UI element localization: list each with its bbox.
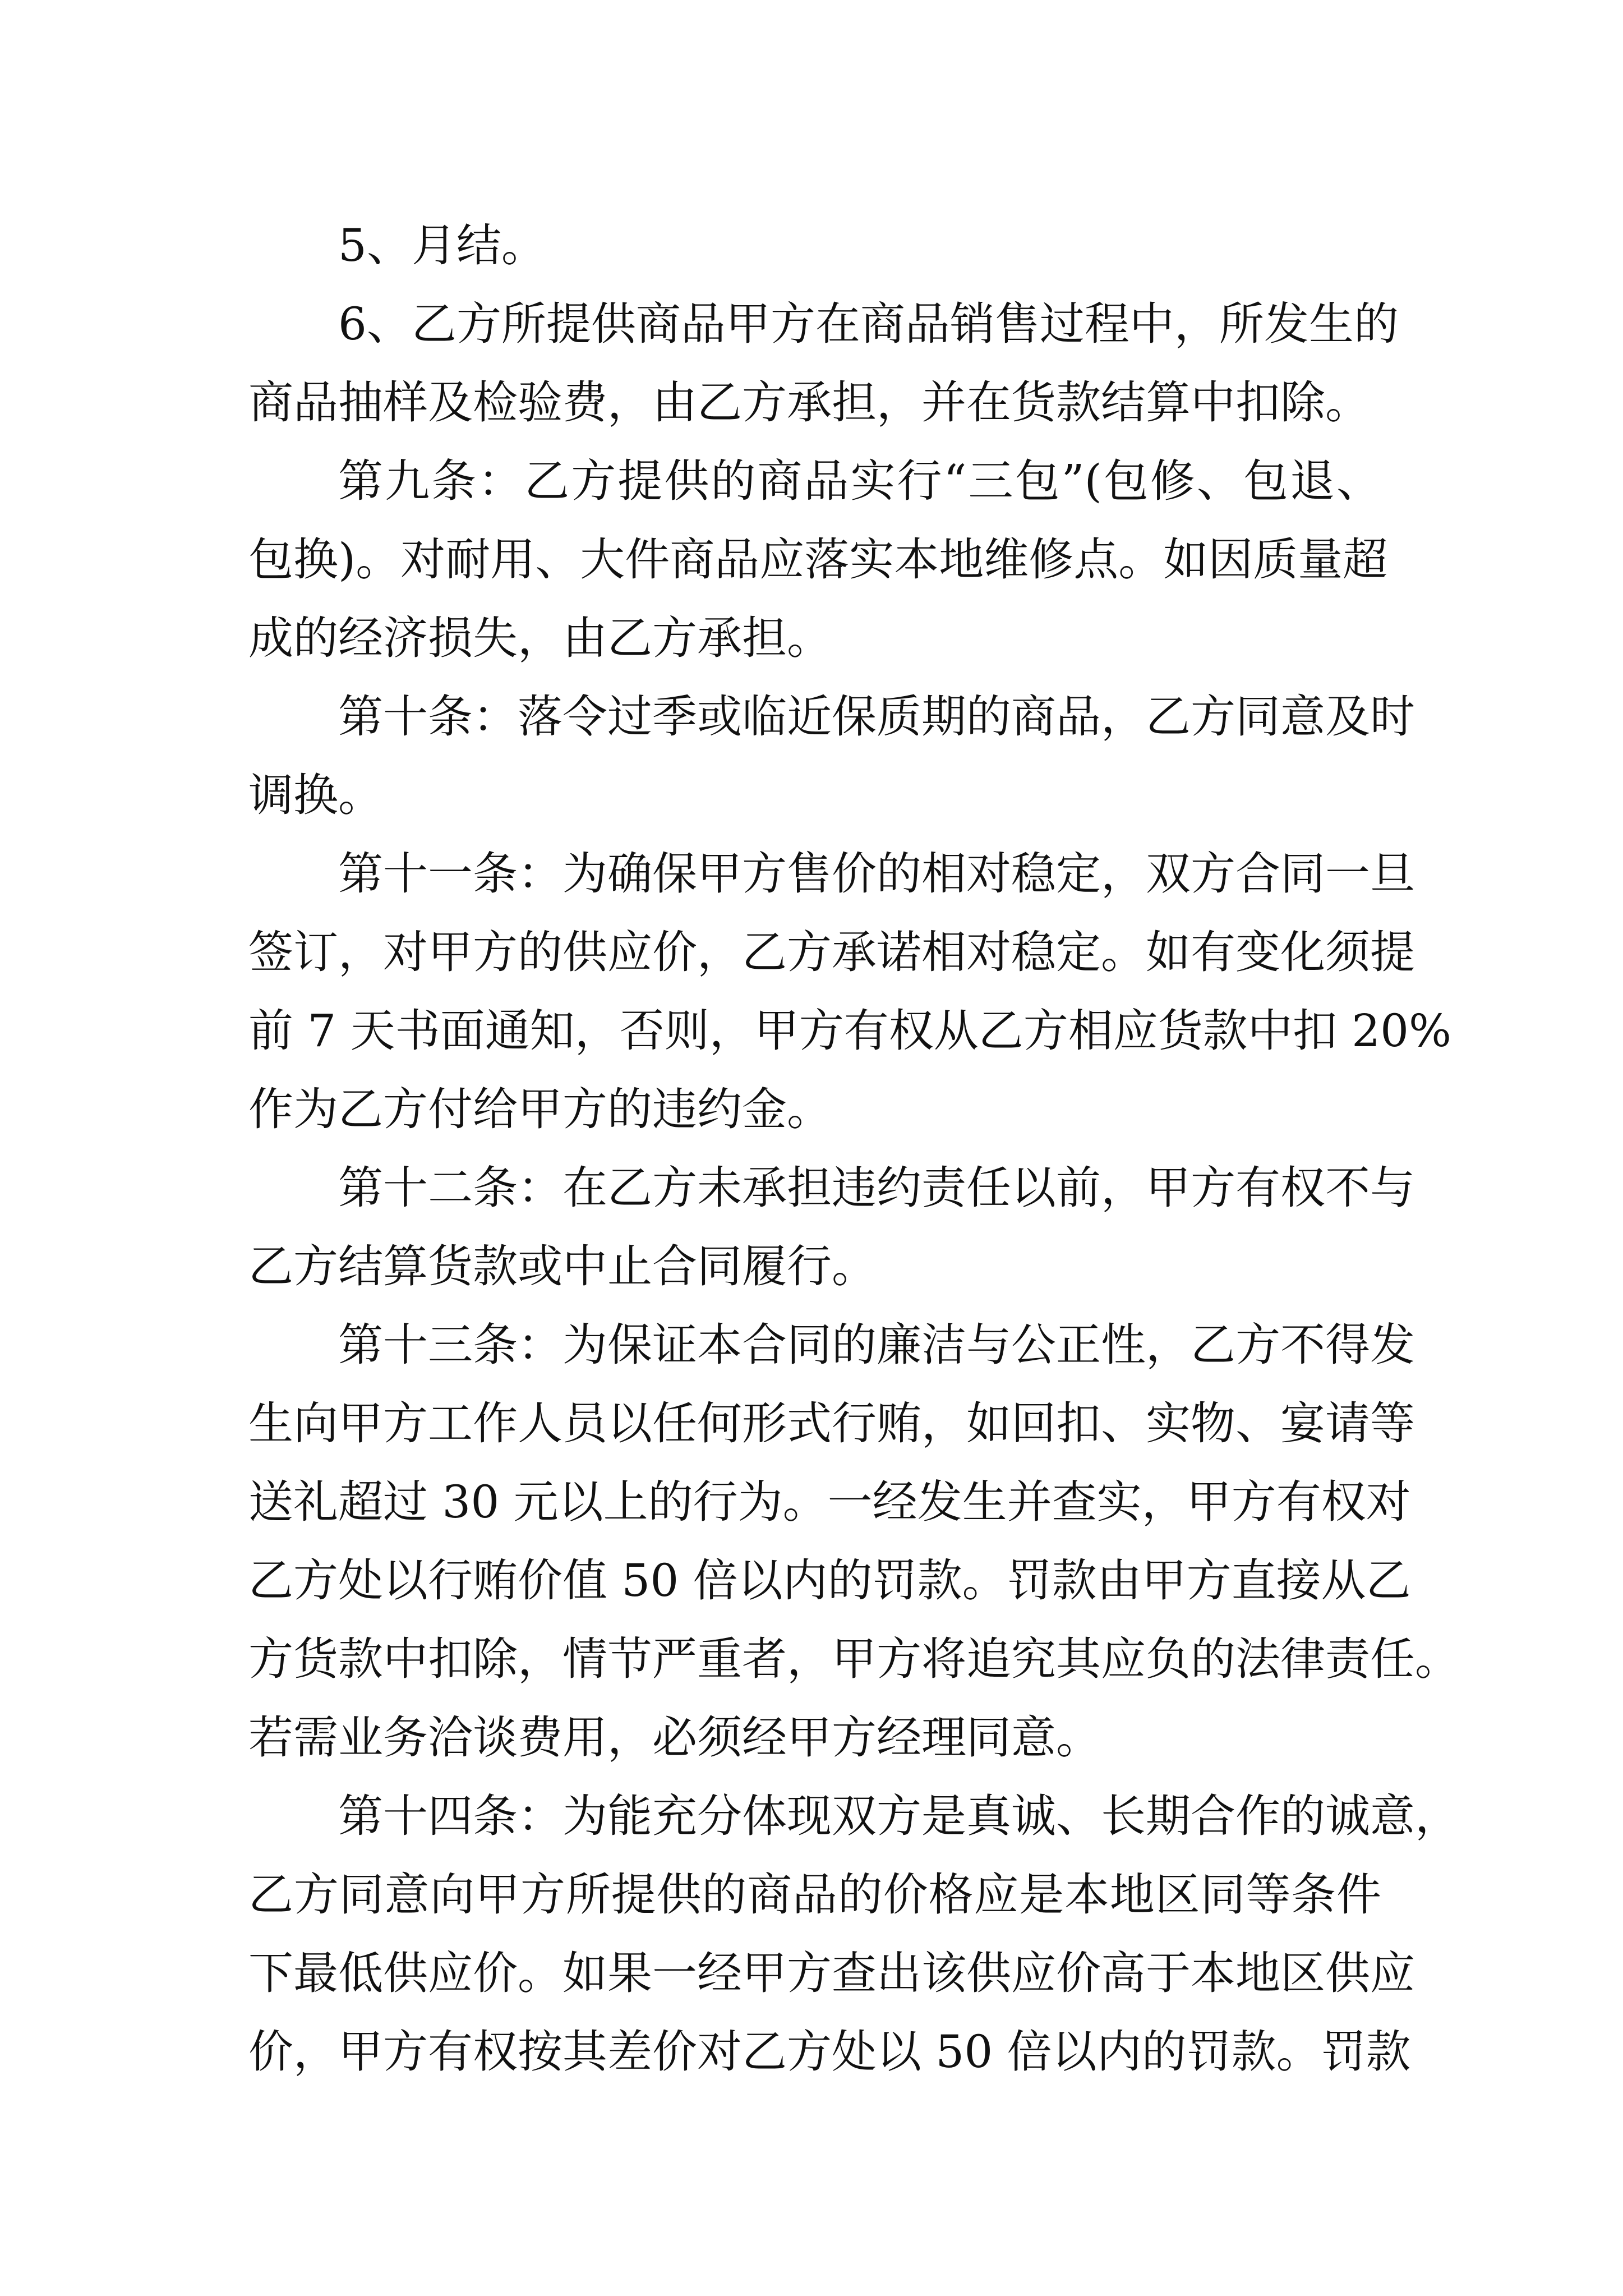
text-line: 下最低供应价。如果一经甲方查出该供应价高于本地区供应 [248,1947,1415,1999]
text-line: 第十一条：为确保甲方售价的相对稳定，双方合同一旦 [338,848,1415,900]
text-line: 6、乙方所提供商品甲方在商品销售过程中，所发生的 [338,298,1399,350]
text-line: 前 7 天书面通知，否则，甲方有权从乙方相应货款中扣 20% [248,1005,1451,1057]
text-line: 第十二条：在乙方未承担违约责任以前，甲方有权不与 [338,1162,1415,1214]
text-line: 若需业务洽谈费用，必须经甲方经理同意。 [248,1711,1101,1764]
document-body [248,206,1460,2091]
text-line: 第十四条：为能充分体现双方是真诚、长期合作的诚意， [338,1790,1460,1842]
text-line: 乙方结算货款或中止合同履行。 [248,1240,877,1292]
text-line: 第十三条：为保证本合同的廉洁与公正性，乙方不得发 [338,1319,1415,1371]
text-line: 方货款中扣除，情节严重者，甲方将追究其应负的法律责任。 [248,1633,1460,1685]
text-line: 签订，对甲方的供应价，乙方承诺相对稳定。如有变化须提 [248,926,1415,978]
text-line: 第九条：乙方提供的商品实行“三包”(包修、包退、 [338,455,1381,507]
text-line: 商品抽样及检验费，由乙方承担，并在货款结算中扣除。 [248,376,1370,429]
text-line: 乙方同意向甲方所提供的商品的价格应是本地区同等条件 [248,1869,1381,1921]
text-line: 调换。 [248,769,383,821]
text-line: 作为乙方付给甲方的违约金。 [248,1083,832,1135]
text-line: 包换)。对耐用、大件商品应落实本地维修点。如因质量超 [248,533,1388,586]
text-line: 生向甲方工作人员以任何形式行贿，如回扣、实物、宴请等 [248,1397,1415,1450]
text-line: 5、月结。 [338,219,546,272]
text-line: 第十条：落令过季或临近保质期的商品，乙方同意及时 [338,691,1415,743]
text-line: 乙方处以行贿价值 50 倍以内的罚款。罚款由甲方直接从乙 [248,1554,1411,1607]
text-line: 价，甲方有权按其差价对乙方处以 50 倍以内的罚款。罚款 [248,2026,1411,2078]
text-line: 成的经济损失，由乙方承担。 [248,612,832,664]
text-line: 送礼超过 30 元以上的行为。一经发生并查实，甲方有权对 [248,1476,1411,1528]
